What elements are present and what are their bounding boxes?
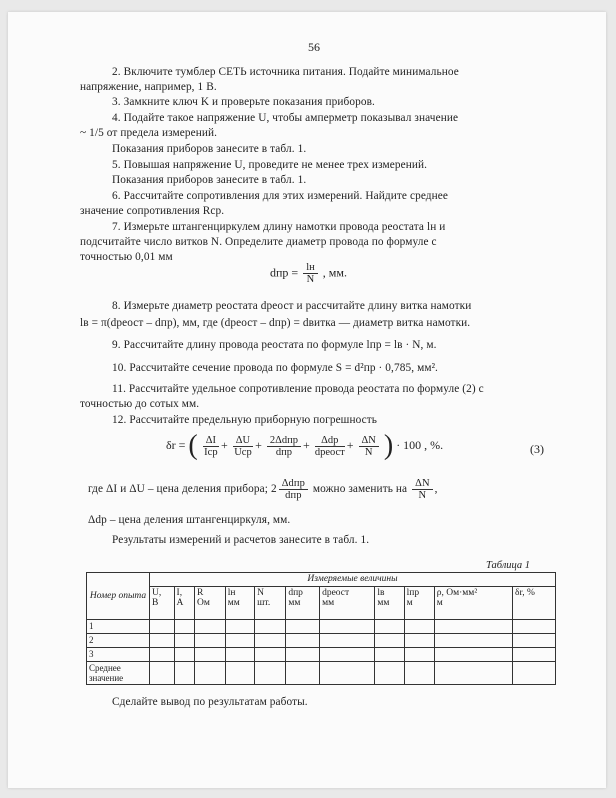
- table-cell: [286, 620, 320, 634]
- table-cell: [255, 648, 286, 662]
- error-lhs: δr =: [166, 437, 186, 452]
- term-3-num: 2Δdпр: [267, 435, 301, 447]
- item-5-line-2: Показания приборов занесите в табл. 1.: [112, 174, 307, 186]
- column-name: δr, %: [514, 588, 535, 598]
- table-cell: [320, 634, 375, 648]
- column-name: lпр: [406, 588, 420, 598]
- term-5-num: ΔN: [359, 435, 379, 447]
- conclusion-instruction: Сделайте вывод по результатам работы.: [112, 696, 308, 708]
- table-cell: [286, 662, 320, 685]
- table-cell: [194, 620, 225, 634]
- table-cell: [174, 662, 194, 685]
- term-4-den: dреост: [314, 446, 345, 458]
- delta-d-symbol: Δdр: [88, 514, 107, 526]
- results-table: [86, 572, 556, 685]
- item-2-line-1: 2. Включите тумблер СЕТЬ источника питания. Подайте минимальное: [112, 66, 459, 78]
- item-4-line-2: ~ 1/5 от предела измерений.: [80, 127, 218, 139]
- column-header-cell: [255, 587, 286, 620]
- where-text-a: где ΔI и ΔU – цена деления прибора;: [88, 483, 269, 496]
- alt-num: ΔN: [412, 478, 433, 490]
- column-name: R: [196, 588, 204, 598]
- table-cell: [194, 634, 225, 648]
- item-9: [112, 339, 437, 351]
- column-unit: мм: [322, 598, 335, 608]
- item-8-line-1: 8. Измерьте диаметр реостата dреост и рассчитайте длину витка намотки: [112, 300, 472, 312]
- table-cell: [150, 648, 175, 662]
- error-term-turns: [359, 435, 379, 458]
- item-11-line-2: точностью до сотых мм.: [80, 398, 200, 410]
- item-6-line-2: значение сопротивления Rср.: [80, 205, 225, 217]
- error-term-rheostat: [315, 435, 345, 458]
- column-name: U,: [152, 588, 162, 598]
- term-2-num: ΔU: [233, 435, 253, 447]
- table-cell: [404, 634, 434, 648]
- table-cell: [434, 662, 512, 685]
- item-3: 3. Замкните ключ K и проверьте показания приборов.: [112, 96, 375, 108]
- row-label-cell: Среднее значение: [87, 662, 150, 685]
- left-paren: (: [188, 430, 198, 461]
- row-header-cell: Номер опыта: [87, 573, 150, 620]
- column-header-cell: [320, 587, 375, 620]
- diameter-denominator: N: [306, 274, 315, 285]
- table-cell: [286, 648, 320, 662]
- table-cell: [225, 620, 254, 634]
- table-row: [87, 634, 556, 648]
- column-unit: м: [436, 598, 443, 608]
- column-name: dреост: [322, 588, 350, 598]
- table-column-header-row: [87, 587, 556, 620]
- where-line-2: [88, 514, 290, 526]
- column-header-cell: [512, 587, 555, 620]
- table-cell: [150, 662, 175, 685]
- column-name: lн: [227, 588, 236, 598]
- item-10-text: 10. Рассчитайте сечение провода по формуле: [112, 362, 333, 374]
- replace-num: Δdпр: [279, 478, 308, 490]
- error-term-current: [203, 435, 219, 458]
- column-unit: мм: [227, 598, 240, 608]
- column-name: dпр: [288, 588, 303, 598]
- table-cell: [150, 620, 175, 634]
- column-unit: мм: [377, 598, 390, 608]
- table-cell: [434, 620, 512, 634]
- table-cell: [225, 648, 254, 662]
- item-8-line-2: [80, 317, 470, 329]
- item-10: [112, 362, 438, 374]
- section-formula: S = d²пр · 0,785, мм².: [335, 362, 438, 374]
- table-row: [87, 648, 556, 662]
- item-4-line-1: 4. Подайте такое напряжение U, чтобы амперметр показывал значение: [112, 112, 459, 124]
- replace-den: dпр: [285, 490, 302, 501]
- table-cell: [434, 634, 512, 648]
- column-unit: шт.: [257, 598, 271, 608]
- diameter-unit: , мм.: [322, 265, 347, 280]
- error-formula: δr = ( $\frac{\Delta I}{\text{Iср}}$ + $\frac{\Delta U}{\text{Uср}}$ + $\frac{\text{2Δdпр}}{\text{dпр}}$ + $\frac{\text{Δdр}}{\text{dреост}}$ + $\frac{\Delta N}{N}$ ) · 100 , %.: [166, 430, 444, 461]
- error-term-wire: [267, 435, 301, 458]
- where-line-1: где ΔI и ΔU – цена деления прибора; 2 $\frac{\text{Δdпр}}{\text{dпр}}$ можно заменить на $\frac{\Delta N}{N}$ ,: [88, 478, 438, 501]
- table-cell: [404, 620, 434, 634]
- where-text-b: можно заменить на: [312, 483, 408, 496]
- replace-prefix: 2: [270, 483, 277, 496]
- table-cell: [255, 662, 286, 685]
- table-cell: [174, 648, 194, 662]
- table-cell: [404, 662, 434, 685]
- column-header-cell: [194, 587, 225, 620]
- column-unit: В: [152, 598, 159, 608]
- item-6-line-1: 6. Рассчитайте сопротивления для этих измерений. Найдите среднее: [112, 190, 449, 202]
- table-cell: [434, 648, 512, 662]
- winding-diameter-note: — диаметр витка намотки.: [338, 317, 471, 329]
- column-name: ρ, Ом·мм²: [436, 588, 478, 598]
- table-cell: [225, 662, 254, 685]
- table-cell: [150, 634, 175, 648]
- equation-number: (3): [530, 442, 544, 456]
- item-7-line-3: точностью 0,01 мм: [80, 251, 173, 263]
- table-cell: [320, 620, 375, 634]
- column-header-cell: [174, 587, 194, 620]
- column-header-cell: [286, 587, 320, 620]
- table-row: [87, 662, 556, 685]
- table-cell: [375, 648, 404, 662]
- right-paren: ): [383, 430, 394, 461]
- table-cell: [512, 648, 555, 662]
- table-cell: [255, 620, 286, 634]
- table-cell: [174, 634, 194, 648]
- item-7-line-2: подсчитайте число витков N. Определите диаметр провода по формуле с: [80, 236, 437, 248]
- column-header-cell: [375, 587, 404, 620]
- page-number: 56: [308, 40, 320, 54]
- results-instruction: Результаты измерений и расчетов занесите в табл. 1.: [112, 534, 370, 546]
- term-5-den: N: [364, 446, 373, 458]
- table-cell: [320, 662, 375, 685]
- error-term-voltage: [233, 435, 253, 458]
- table-cell: [375, 662, 404, 685]
- diameter-formula: [270, 262, 347, 285]
- column-name: I,: [176, 588, 183, 598]
- table-cell: [404, 648, 434, 662]
- term-2-den: Uср: [234, 446, 252, 458]
- alt-den: N: [418, 490, 427, 501]
- item-7-line-1: 7. Измерьте штангенциркулем длину намотки провода реостата lн и: [112, 221, 446, 233]
- table-cell: [512, 620, 555, 634]
- results-table-body: [87, 573, 556, 685]
- diameter-numerator: lн: [303, 262, 318, 274]
- diameter-fraction: [303, 262, 318, 285]
- where-text-c: – цена деления штангенциркуля, мм.: [109, 514, 291, 526]
- column-unit: А: [176, 598, 184, 608]
- table-row: [87, 620, 556, 634]
- diameter-lhs: dпр =: [270, 265, 299, 280]
- item-11-line-1: 11. Рассчитайте удельное сопротивление провода реостата по формуле (2) с: [112, 383, 484, 395]
- column-unit: м: [406, 598, 413, 608]
- column-name: N: [257, 588, 264, 598]
- item-9-text: 9. Рассчитайте длину провода реостата по формуле: [112, 339, 364, 351]
- wire-length-formula: lпр = lв · N, м.: [366, 339, 437, 351]
- column-unit: Ом: [196, 598, 210, 608]
- table-cell: [255, 634, 286, 648]
- table-cell: [375, 620, 404, 634]
- term-4-num: Δdр: [315, 435, 345, 447]
- error-tail: · 100 , %.: [396, 437, 444, 452]
- table-caption: Таблица 1: [486, 560, 531, 571]
- replace-fraction: [279, 478, 308, 501]
- term-3-den: dпр: [275, 446, 293, 458]
- table-cell: [194, 648, 225, 662]
- item-2-line-2: напряжение, например, 1 В.: [80, 81, 217, 93]
- table-cell: [225, 634, 254, 648]
- document-page: [8, 12, 606, 788]
- table-cell: [512, 662, 555, 685]
- column-header-cell: [150, 587, 175, 620]
- row-label-cell: 2: [87, 634, 150, 648]
- table-cell: [194, 662, 225, 685]
- item-12: 12. Рассчитайте предельную приборную погрешность: [112, 414, 378, 426]
- term-1-num: ΔI: [203, 435, 219, 447]
- alt-fraction: [412, 478, 433, 501]
- row-label-cell: 3: [87, 648, 150, 662]
- table-cell: [286, 634, 320, 648]
- table-cell: [174, 620, 194, 634]
- item-4-line-3: Показания приборов занесите в табл. 1.: [112, 143, 307, 155]
- term-1-den: Iср: [204, 446, 218, 458]
- table-cell: [375, 634, 404, 648]
- group-header-cell: Измеряемые величины: [150, 573, 556, 587]
- table-header-group-row: [87, 573, 556, 587]
- winding-length-formula: lв = π(dреост – dпр), мм, где (dреост – dпр) = dвитка: [80, 317, 336, 329]
- table-cell: [320, 648, 375, 662]
- column-unit: мм: [288, 598, 301, 608]
- row-label-cell: 1: [87, 620, 150, 634]
- column-header-cell: [225, 587, 254, 620]
- item-5-line-1: 5. Повышая напряжение U, проведите не менее трех измерений.: [112, 159, 428, 171]
- column-header-cell: [434, 587, 512, 620]
- column-name: lв: [377, 588, 385, 598]
- column-header-cell: [404, 587, 434, 620]
- table-cell: [512, 634, 555, 648]
